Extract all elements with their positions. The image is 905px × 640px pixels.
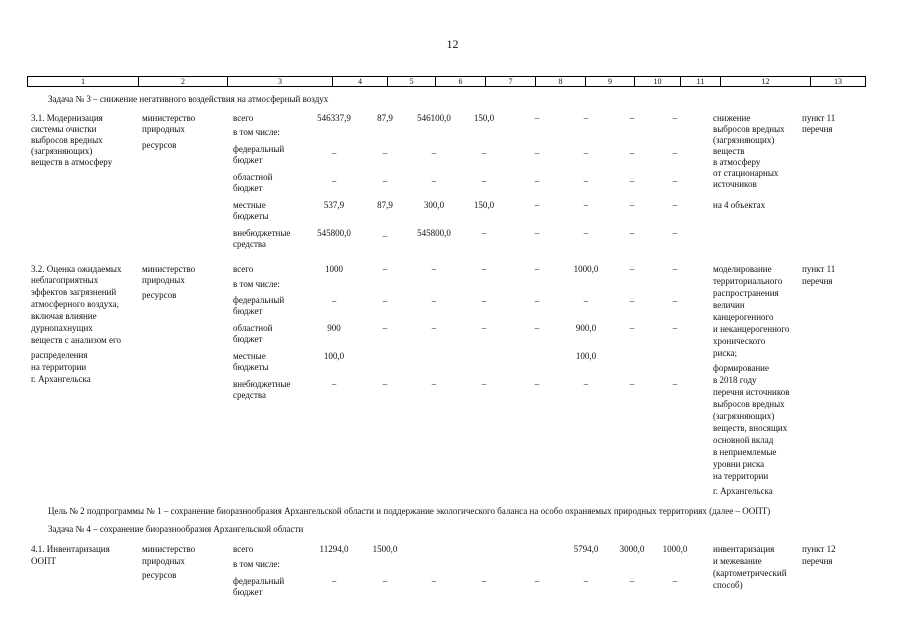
name-line: веществ в атмосферу bbox=[31, 157, 113, 167]
source-label: средства bbox=[233, 390, 267, 400]
value-cell: 100,0 bbox=[575, 351, 597, 361]
value-cell: 87,9 bbox=[377, 113, 393, 123]
column-header-cell: 5 bbox=[388, 77, 436, 87]
value-cell: – bbox=[672, 113, 678, 123]
value-cell: 3000,0 bbox=[619, 544, 645, 554]
name-line: (загрязняющих) bbox=[31, 146, 93, 156]
value-cell: – bbox=[481, 296, 487, 306]
value-cell: _ bbox=[382, 228, 388, 238]
result-line: способ) bbox=[713, 580, 743, 590]
source-label: бюджет bbox=[233, 183, 263, 193]
column-header-cell: 8 bbox=[536, 77, 586, 87]
result-line: риска; bbox=[713, 348, 738, 358]
column-header-cell: 11 bbox=[681, 77, 721, 87]
value-cell: 1000,0 bbox=[573, 264, 599, 274]
task-3-heading: Задача № 3 – снижение негативного воздействия на атмосферный воздух bbox=[48, 94, 329, 104]
value-cell: – bbox=[629, 296, 635, 306]
value-cell: – bbox=[481, 176, 487, 186]
value-cell: – bbox=[583, 200, 589, 210]
result-line: основной вклад bbox=[713, 435, 774, 445]
source-label: федеральный bbox=[233, 295, 285, 305]
source-label: местные bbox=[233, 351, 266, 361]
value-cell: – bbox=[481, 576, 487, 586]
value-cell: 545800,0 bbox=[417, 228, 451, 238]
value-cell: – bbox=[431, 379, 437, 389]
name-line: 3.2. Оценка ожидаемых bbox=[31, 264, 122, 274]
value-cell: – bbox=[629, 176, 635, 186]
value-cell: – bbox=[672, 379, 678, 389]
value-cell: – bbox=[672, 148, 678, 158]
reference-line: пункт 12 bbox=[802, 544, 836, 554]
executor-line: министерство bbox=[142, 113, 196, 123]
result-line: в неприемлемые bbox=[713, 447, 777, 457]
value-cell: – bbox=[331, 296, 337, 306]
value-cell: – bbox=[534, 296, 540, 306]
source-label: в том числе: bbox=[233, 127, 280, 137]
executor-line: природных bbox=[142, 556, 185, 566]
result-line: территориального bbox=[713, 276, 783, 286]
column-header-cell: 12 bbox=[721, 77, 811, 87]
executor-line: ресурсов bbox=[142, 290, 177, 300]
result-line: канцерогенного bbox=[713, 312, 774, 322]
value-cell: – bbox=[672, 176, 678, 186]
value-cell: – bbox=[382, 296, 388, 306]
value-cell: 537,9 bbox=[323, 200, 345, 210]
reference-line: перечня bbox=[802, 276, 833, 286]
result-line: величин bbox=[713, 300, 745, 310]
source-label: средства bbox=[233, 239, 267, 249]
column-header-cell: 9 bbox=[586, 77, 635, 87]
reference-line: перечня bbox=[802, 124, 833, 134]
value-cell: – bbox=[481, 323, 487, 333]
result-line: уровни риска bbox=[713, 459, 765, 469]
executor-line: министерство bbox=[142, 264, 196, 274]
value-cell: – bbox=[382, 576, 388, 586]
reference-line: пункт 11 bbox=[802, 113, 836, 123]
result-line: (загрязняющих) bbox=[713, 411, 775, 421]
value-cell: 545800,0 bbox=[317, 228, 351, 238]
result-line: выбросов вредных bbox=[713, 399, 785, 409]
value-cell: – bbox=[629, 323, 635, 333]
column-header-cell: 10 bbox=[635, 77, 681, 87]
name-line: веществ с анализом его bbox=[31, 335, 121, 345]
value-cell: – bbox=[534, 228, 540, 238]
source-label: бюджеты bbox=[233, 211, 269, 221]
value-cell: – bbox=[481, 148, 487, 158]
task-4-heading: Задача № 4 – сохранение биоразнообразия Архангельской области bbox=[48, 524, 304, 534]
value-cell: – bbox=[629, 148, 635, 158]
value-cell: – bbox=[534, 113, 540, 123]
result-line: распространения bbox=[713, 288, 779, 298]
value-cell: – bbox=[382, 264, 388, 274]
result-line: (загрязняющих) bbox=[713, 135, 775, 145]
value-cell: – bbox=[481, 379, 487, 389]
value-cell: – bbox=[629, 576, 635, 586]
value-cell: – bbox=[382, 148, 388, 158]
value-cell: 900 bbox=[327, 323, 341, 333]
result-line: моделирование bbox=[713, 264, 772, 274]
value-cell: – bbox=[331, 379, 337, 389]
result-line: перечня источников bbox=[713, 387, 790, 397]
name-line: на территории bbox=[31, 362, 87, 372]
result-line: в атмосферу bbox=[713, 157, 761, 167]
name-line: выбросов вредных bbox=[31, 135, 103, 145]
value-cell: – bbox=[672, 296, 678, 306]
source-label: областной bbox=[233, 323, 273, 333]
source-label: всего bbox=[233, 113, 254, 123]
value-cell: 300,0 bbox=[423, 200, 445, 210]
source-label: внебюджетные bbox=[233, 228, 291, 238]
executor-line: министерство bbox=[142, 544, 196, 554]
value-cell: 546100,0 bbox=[417, 113, 451, 123]
source-label: бюджеты bbox=[233, 362, 269, 372]
column-header-cell: 1 bbox=[28, 77, 139, 87]
source-label: в том числе: bbox=[233, 279, 280, 289]
value-cell: – bbox=[534, 200, 540, 210]
source-label: всего bbox=[233, 264, 254, 274]
value-cell: – bbox=[534, 148, 540, 158]
value-cell: – bbox=[481, 228, 487, 238]
value-cell: – bbox=[583, 296, 589, 306]
value-cell: – bbox=[431, 264, 437, 274]
source-label: внебюджетные bbox=[233, 379, 291, 389]
result-line: формирование bbox=[713, 363, 769, 373]
result-line: в 2018 году bbox=[713, 375, 757, 385]
value-cell: – bbox=[672, 200, 678, 210]
value-cell: 5794,0 bbox=[573, 544, 599, 554]
value-cell: 11294,0 bbox=[319, 544, 349, 554]
name-line: системы очистки bbox=[31, 124, 97, 134]
result-line: снижение bbox=[713, 113, 751, 123]
goal-2-heading: Цель № 2 подпрограммы № 1 – сохранение биоразнообразия Архангельской области и поддержание экологического баланса на особо охраняемых природных территориях (далее – ООПТ) bbox=[48, 506, 771, 516]
value-cell: 546337,9 bbox=[317, 113, 351, 123]
value-cell: 150,0 bbox=[473, 113, 495, 123]
source-label: бюджет bbox=[233, 306, 263, 316]
value-cell: – bbox=[331, 576, 337, 586]
source-label: бюджет bbox=[233, 587, 263, 597]
value-cell: – bbox=[431, 296, 437, 306]
name-line: распределения bbox=[31, 350, 88, 360]
source-label: всего bbox=[233, 544, 254, 554]
executor-line: природных bbox=[142, 124, 185, 134]
value-cell: – bbox=[431, 576, 437, 586]
source-label: бюджет bbox=[233, 334, 263, 344]
value-cell: – bbox=[629, 379, 635, 389]
value-cell: – bbox=[672, 323, 678, 333]
column-header-cell: 2 bbox=[139, 77, 228, 87]
value-cell: – bbox=[431, 148, 437, 158]
value-cell: – bbox=[583, 148, 589, 158]
result-line: (картометрический bbox=[713, 568, 787, 578]
value-cell: – bbox=[583, 176, 589, 186]
column-header-cell: 13 bbox=[811, 77, 866, 87]
value-cell: – bbox=[534, 576, 540, 586]
value-cell: 1000,0 bbox=[662, 544, 688, 554]
result-line: г. Архангельска bbox=[713, 486, 773, 496]
result-line: и межевание bbox=[713, 556, 762, 566]
source-label: федеральный bbox=[233, 576, 285, 586]
value-cell: – bbox=[382, 176, 388, 186]
value-cell: – bbox=[534, 379, 540, 389]
value-cell: – bbox=[672, 576, 678, 586]
value-cell: – bbox=[382, 323, 388, 333]
value-cell: – bbox=[672, 228, 678, 238]
column-header-cell: 7 bbox=[486, 77, 536, 87]
name-line: неблагоприятных bbox=[31, 275, 99, 285]
result-line: и неканцерогенного bbox=[713, 324, 790, 334]
value-cell: – bbox=[331, 148, 337, 158]
value-cell: – bbox=[534, 176, 540, 186]
name-line: 3.1. Модернизация bbox=[31, 113, 103, 123]
executor-line: природных bbox=[142, 275, 185, 285]
result-line: веществ bbox=[713, 146, 745, 156]
value-cell: 1000 bbox=[325, 264, 343, 274]
source-label: областной bbox=[233, 172, 273, 182]
value-cell: – bbox=[629, 113, 635, 123]
value-cell: – bbox=[481, 264, 487, 274]
name-line: г. Архангельска bbox=[31, 374, 91, 384]
value-cell: 87,9 bbox=[377, 200, 393, 210]
column-header-cell: 3 bbox=[228, 77, 333, 87]
name-line: атмосферного воздуха, bbox=[31, 299, 119, 309]
result-line: от стационарных bbox=[713, 168, 779, 178]
source-label: местные bbox=[233, 200, 266, 210]
source-label: в том числе: bbox=[233, 559, 280, 569]
value-cell: 150,0 bbox=[473, 200, 495, 210]
result-line: хронического bbox=[713, 336, 766, 346]
column-header-cell: 4 bbox=[333, 77, 388, 87]
result-line: на территории bbox=[713, 471, 769, 481]
column-header-row bbox=[27, 76, 866, 87]
result-line: на 4 объектах bbox=[713, 200, 766, 210]
value-cell: 1500,0 bbox=[372, 544, 398, 554]
name-line: эффектов загрязнений bbox=[31, 287, 117, 297]
value-cell: – bbox=[534, 323, 540, 333]
column-header-cell: 6 bbox=[436, 77, 486, 87]
value-cell: – bbox=[672, 264, 678, 274]
name-line: 4.1. Инвентаризация bbox=[31, 544, 110, 554]
value-cell: – bbox=[331, 176, 337, 186]
name-line: включая влияние bbox=[31, 311, 97, 321]
source-label: федеральный bbox=[233, 144, 285, 154]
executor-line: ресурсов bbox=[142, 570, 177, 580]
value-cell: – bbox=[583, 113, 589, 123]
name-line: дурнопахнущих bbox=[31, 323, 93, 333]
result-line: источников bbox=[713, 179, 757, 189]
value-cell: – bbox=[583, 576, 589, 586]
value-cell: – bbox=[534, 264, 540, 274]
value-cell: 900,0 bbox=[575, 323, 597, 333]
name-line: ООПТ bbox=[31, 556, 56, 566]
value-cell: – bbox=[629, 200, 635, 210]
value-cell: – bbox=[629, 228, 635, 238]
value-cell: – bbox=[382, 379, 388, 389]
reference-line: пункт 11 bbox=[802, 264, 836, 274]
value-cell: – bbox=[583, 228, 589, 238]
result-line: веществ, вносящих bbox=[713, 423, 788, 433]
value-cell: 100,0 bbox=[323, 351, 345, 361]
reference-line: перечня bbox=[802, 556, 833, 566]
result-line: инвентаризация bbox=[713, 544, 775, 554]
value-cell: – bbox=[629, 264, 635, 274]
executor-line: ресурсов bbox=[142, 140, 177, 150]
page-number: 12 bbox=[446, 37, 459, 51]
source-label: бюджет bbox=[233, 155, 263, 165]
value-cell: – bbox=[431, 323, 437, 333]
value-cell: – bbox=[431, 176, 437, 186]
result-line: выбросов вредных bbox=[713, 124, 785, 134]
value-cell: – bbox=[583, 379, 589, 389]
